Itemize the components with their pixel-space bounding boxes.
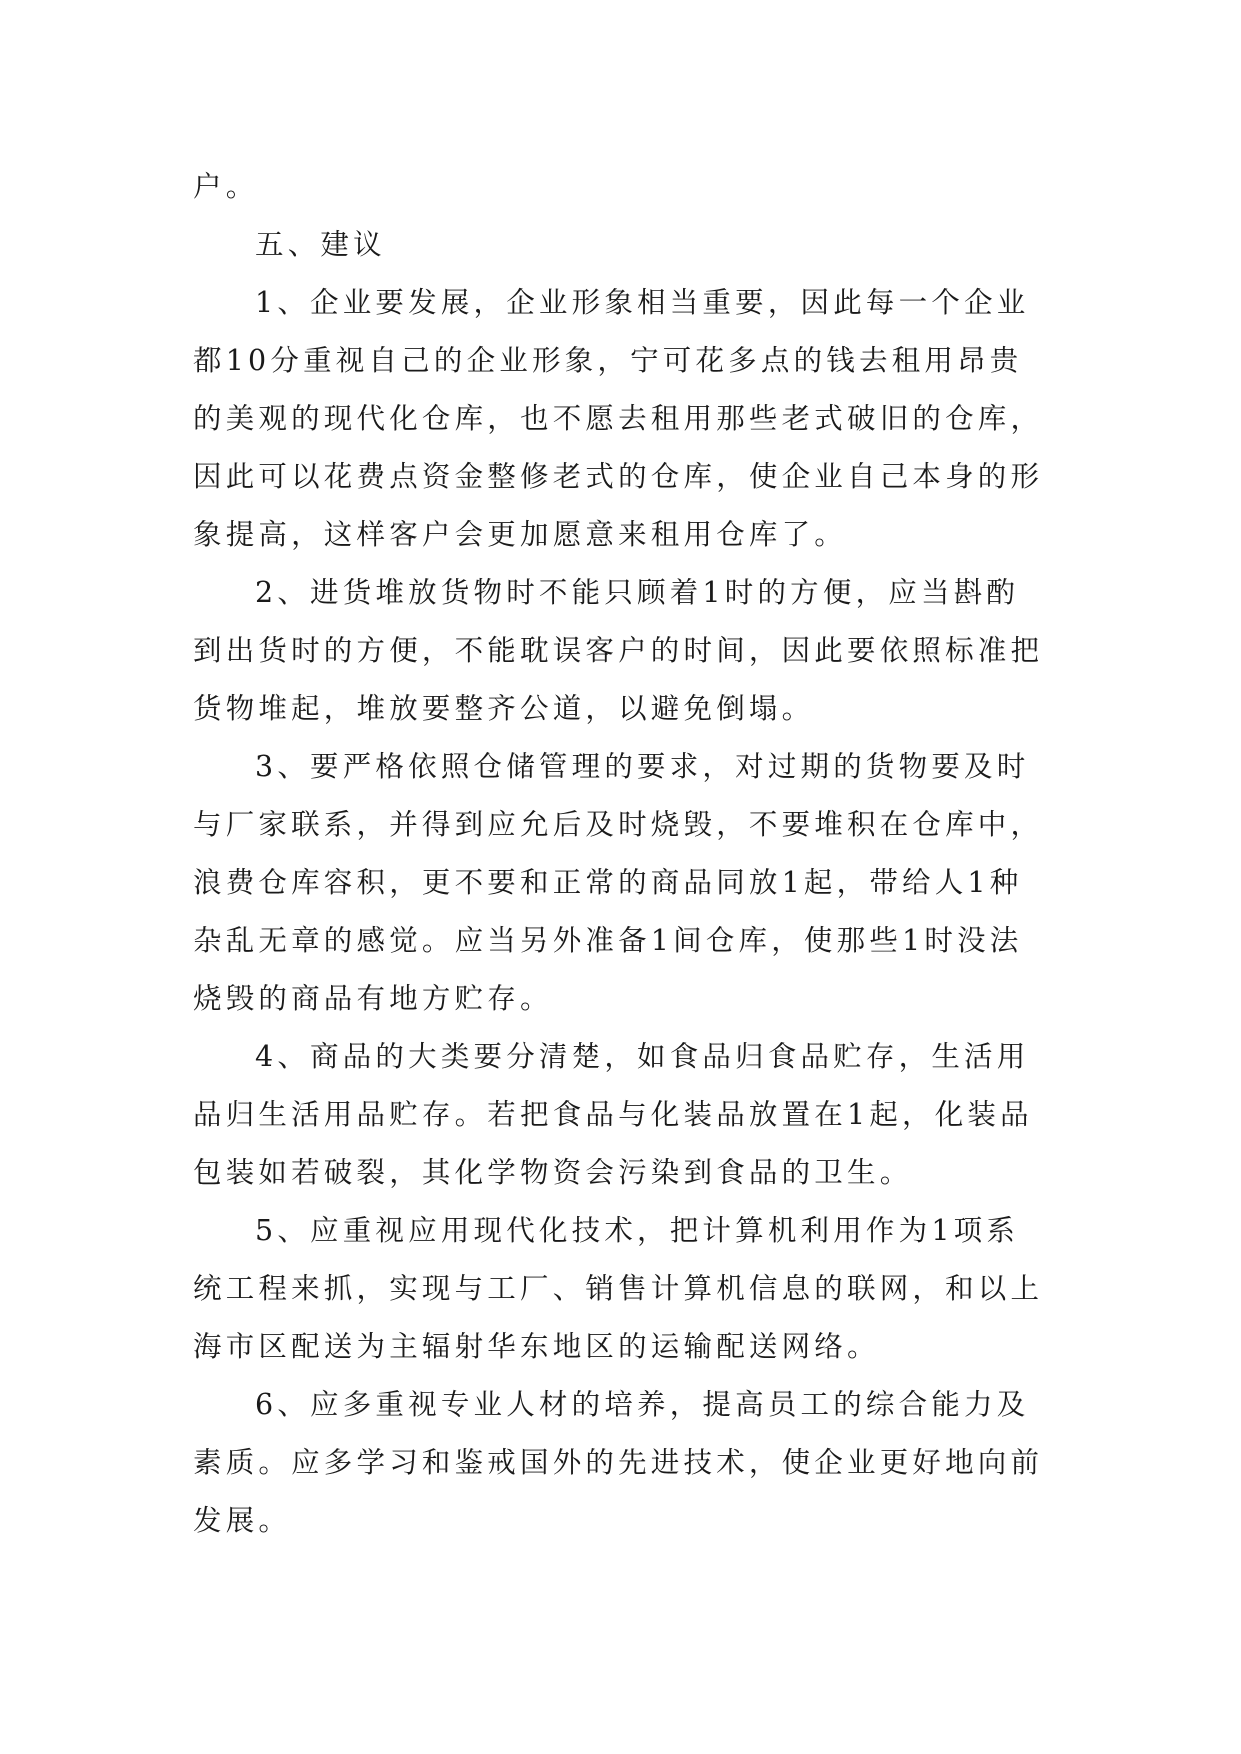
text-line: 发展。 — [193, 1504, 292, 1537]
text-line: 5、应重视应用现代化技术，把计算机利用作为1项系 — [255, 1214, 1020, 1247]
text-line: 烧毁的商品有地方贮存。 — [193, 982, 553, 1015]
text-line: 货物堆起，堆放要整齐公道，以避免倒塌。 — [193, 692, 815, 725]
text-line: 到出货时的方便，不能耽误客户的时间，因此要依照标准把 — [193, 634, 1044, 667]
text-line: 包装如若破裂，其化学物资会污染到食品的卫生。 — [193, 1156, 913, 1189]
text-line: 的美观的现代化仓库，也不愿去租用那些老式破旧的仓库， — [193, 402, 1044, 435]
text-line: 都10分重视自己的企业形象，宁可花多点的钱去租用昂贵 — [193, 344, 1023, 377]
text-line: 1、企业要发展，企业形象相当重要，因此每一个企业 — [255, 286, 1030, 319]
text-line: 因此可以花费点资金整修老式的仓库，使企业自己本身的形 — [193, 460, 1044, 493]
text-line: 品归生活用品贮存。若把食品与化装品放置在1起，化装品 — [193, 1098, 1033, 1131]
text-line: 海市区配送为主辐射华东地区的运输配送网络。 — [193, 1330, 880, 1363]
document-body — [193, 158, 1053, 1550]
text-line: 浪费仓库容积，更不要和正常的商品同放1起，带给人1种 — [193, 866, 1023, 899]
text-line: 统工程来抓，实现与工厂、销售计算机信息的联网，和以上 — [193, 1272, 1044, 1305]
text-line: 象提高，这样客户会更加愿意来租用仓库了。 — [193, 518, 848, 551]
text-line: 4、商品的大类要分清楚，如食品归食品贮存，生活用 — [255, 1040, 1030, 1073]
text-line: 6、应多重视专业人材的培养，提高员工的综合能力及 — [255, 1388, 1030, 1421]
text-line: 杂乱无章的感觉。应当另外准备1间仓库，使那些1时没法 — [193, 924, 1023, 957]
text-line: 素质。应多学习和鉴戒国外的先进技术，使企业更好地向前 — [193, 1446, 1044, 1479]
text-line: 户。 — [193, 170, 259, 203]
section-heading: 五、建议 — [255, 228, 386, 261]
text-line: 3、要严格依照仓储管理的要求，对过期的货物要及时 — [255, 750, 1030, 783]
text-line: 与厂家联系，并得到应允后及时烧毁，不要堆积在仓库中， — [193, 808, 1044, 841]
text-line: 2、进货堆放货物时不能只顾着1时的方便，应当斟酌 — [255, 576, 1020, 609]
